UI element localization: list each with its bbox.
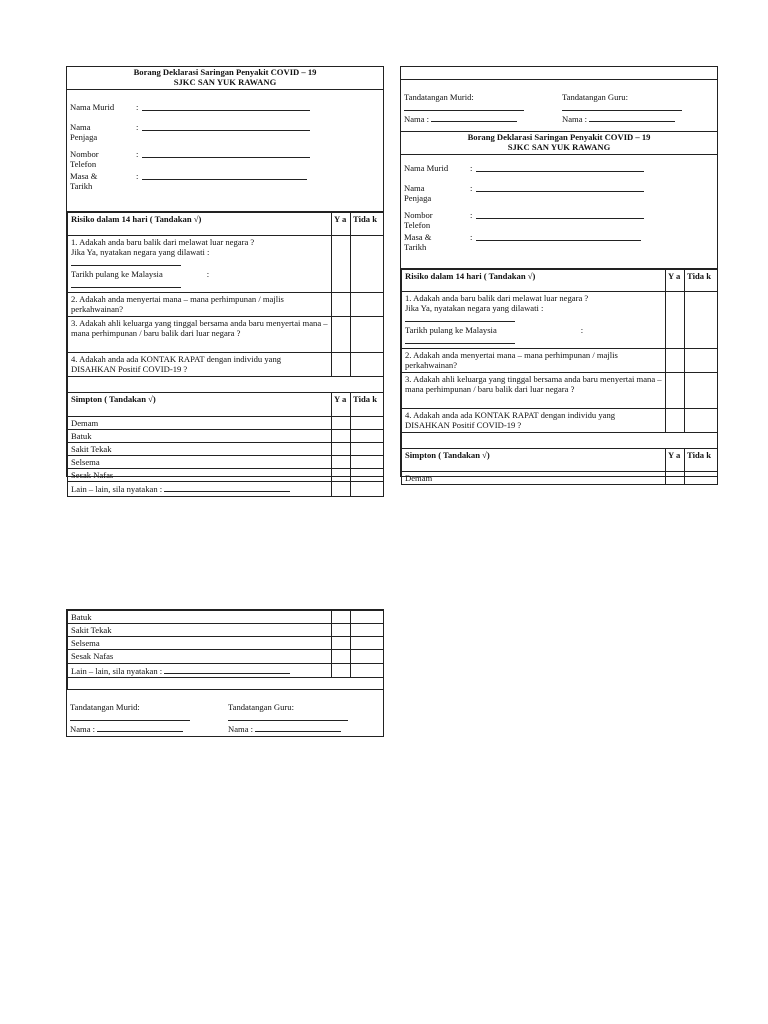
q4-ya-checkbox[interactable] (332, 352, 351, 376)
symptom-selsema: Selsema (68, 637, 332, 650)
q2-tidak-checkbox[interactable] (351, 292, 384, 316)
spacer-row (402, 432, 718, 448)
other-symptom-field[interactable] (164, 665, 290, 674)
school-name: SJKC SAN YUK RAWANG (507, 141, 611, 152)
question-3: 3. Adakah ahli keluarga yang tinggal bersama anda baru menyertai mana – mana perhimpunan / baru balik dari luar negara ? (402, 372, 666, 408)
signature-section-right: Tandatangan Murid: Nama : Tandatangan Guru: Nama : (401, 80, 717, 132)
q4-ya-checkbox[interactable] (666, 408, 685, 432)
nama-murid-sign-field[interactable] (431, 113, 517, 122)
q4-tidak-checkbox[interactable] (685, 408, 718, 432)
risk-table: Risiko dalam 14 hari ( Tandakan √) Y a Tida k 1. Adakah anda baru balik dari melawat luar negara ? Jika Ya, nyatakan negara yang dilawati : Tarikh pulang ke Malaysia : 2. Adakah anda menyertai mana – mana perhimpunan / majlis perkahwainan? 3. Adakah ahli keluarga yang tinggal bersama anda baru menyertai mana – mana perhimpunan / baru balik dari luar negara ? 4. Adakah anda ada KONTAK RAPAT dengan individu yang DISAHKAN Positif COVID-19 ? Simpton ( Tandakan √) Y a Tida k Demam (401, 269, 718, 485)
selsema-ya-checkbox[interactable] (332, 637, 351, 650)
batuk-ya-checkbox[interactable] (332, 611, 351, 624)
form-title: Borang Deklarasi Saringan Penyakit COVID – 19 (133, 67, 317, 77)
question-1: 1. Adakah anda baru balik dari melawat luar negara ? Jika Ya, nyatakan negara yang dilawati : Tarikh pulang ke Malaysia : (402, 291, 666, 348)
form-title: Borang Deklarasi Saringan Penyakit COVID – 19 (467, 132, 651, 142)
form-right (400, 66, 718, 483)
question-2: 2. Adakah anda menyertai mana – mana perhimpunan / majlis perkahwainan? (402, 348, 666, 372)
student-info-section: Nama Murid : Nama Penjaga : Nombor Telefon : Masa & Tarikh : (67, 90, 383, 212)
signature-section-left: Tandatangan Murid: Nama : Tandatangan Guru: Nama : (67, 690, 383, 738)
sesak-nafas-tidak-checkbox[interactable] (351, 650, 384, 663)
q3-tidak-checkbox[interactable] (351, 316, 384, 352)
symptom-batuk: Batuk (68, 611, 332, 624)
batuk-tidak-checkbox[interactable] (351, 429, 384, 442)
negara-field[interactable] (71, 257, 181, 266)
sakit-tekak-tidak-checkbox[interactable] (351, 443, 384, 456)
question-1: 1. Adakah anda baru balik dari melawat luar negara ? Jika Ya, nyatakan negara yang dilawati : Tarikh pulang ke Malaysia : (68, 235, 332, 292)
masa-tarikh-field[interactable] (476, 232, 641, 241)
spacer-row (68, 677, 384, 689)
symptom-sakit-tekak: Sakit Tekak (68, 624, 332, 637)
sakit-tekak-tidak-checkbox[interactable] (351, 624, 384, 637)
q3-tidak-checkbox[interactable] (685, 372, 718, 408)
selsema-tidak-checkbox[interactable] (351, 456, 384, 469)
nama-penjaga-field[interactable] (142, 122, 310, 131)
top-spacer (401, 67, 717, 80)
student-info-section: Nama Murid : Nama Penjaga : Nombor Telefon : Masa & Tarikh : (401, 155, 717, 269)
masa-tarikh-field[interactable] (142, 171, 307, 180)
symptom-header: Simpton ( Tandakan √) (402, 448, 666, 471)
nama-murid-label: Nama Murid (404, 162, 449, 173)
risk-header: Risiko dalam 14 hari ( Tandakan √) (402, 269, 666, 291)
negara-field[interactable] (405, 313, 515, 322)
tarikh-pulang-field[interactable] (405, 335, 515, 344)
tidak-header: Tida k (351, 212, 384, 235)
symptom-sakit-tekak: Sakit Tekak (68, 443, 332, 456)
other-symptom-field[interactable] (164, 483, 290, 492)
q1-tidak-checkbox[interactable] (351, 235, 384, 292)
form-header (67, 67, 383, 90)
symptom-sesak-nafas: Sesak Nafas (68, 469, 332, 482)
form-continuation (66, 609, 384, 737)
q1-ya-checkbox[interactable] (332, 235, 351, 292)
tandatangan-murid-label: Tandatangan Murid: (404, 92, 474, 102)
nombor-telefon-field[interactable] (142, 149, 310, 158)
nama-murid-sign-field[interactable] (97, 723, 183, 732)
tandatangan-murid-field[interactable] (70, 712, 190, 721)
sesak-nafas-ya-checkbox[interactable] (332, 469, 351, 482)
symptom-other: Lain – lain, sila nyatakan : (68, 482, 332, 496)
q4-tidak-checkbox[interactable] (351, 352, 384, 376)
sesak-nafas-tidak-checkbox[interactable] (351, 469, 384, 482)
ya-header: Y a (332, 212, 351, 235)
q1-tidak-checkbox[interactable] (685, 291, 718, 348)
risk-header: Risiko dalam 14 hari ( Tandakan √) (68, 212, 332, 235)
tandatangan-guru-field[interactable] (228, 712, 348, 721)
q2-ya-checkbox[interactable] (332, 292, 351, 316)
symptom-header: Simpton ( Tandakan √) (68, 392, 332, 416)
batuk-tidak-checkbox[interactable] (351, 611, 384, 624)
symptom-selsema: Selsema (68, 456, 332, 469)
q1-ya-checkbox[interactable] (666, 291, 685, 348)
nama-murid-label: Nama Murid (70, 101, 115, 112)
q2-tidak-checkbox[interactable] (685, 348, 718, 372)
question-4: 4. Adakah anda ada KONTAK RAPAT dengan individu yang DISAHKAN Positif COVID-19 ? (402, 408, 666, 432)
symptom-other: Lain – lain, sila nyatakan : (68, 663, 332, 677)
demam-ya-checkbox[interactable] (666, 471, 685, 484)
batuk-ya-checkbox[interactable] (332, 429, 351, 442)
question-2: 2. Adakah anda menyertai mana – mana perhimpunan / majlis perkahwainan? (68, 292, 332, 316)
tandatangan-murid-label: Tandatangan Murid: (70, 701, 140, 712)
q3-ya-checkbox[interactable] (666, 372, 685, 408)
spacer-row (68, 376, 384, 392)
symptom-batuk: Batuk (68, 429, 332, 442)
tandatangan-murid-field[interactable] (404, 102, 524, 111)
school-name: SJKC SAN YUK RAWANG (173, 76, 277, 87)
sakit-tekak-ya-checkbox[interactable] (332, 443, 351, 456)
symptom-sesak-nafas: Sesak Nafas (68, 650, 332, 663)
question-3: 3. Adakah ahli keluarga yang tinggal bersama anda baru menyertai mana – mana perhimpunan / baru balik dari luar negara ? (68, 316, 332, 352)
nama-guru-sign-field[interactable] (255, 723, 341, 732)
tandatangan-guru-label: Tandatangan Guru: (228, 701, 294, 712)
question-4: 4. Adakah anda ada KONTAK RAPAT dengan individu yang DISAHKAN Positif COVID-19 ? (68, 352, 332, 376)
form-header (401, 132, 717, 155)
sesak-nafas-ya-checkbox[interactable] (332, 650, 351, 663)
demam-tidak-checkbox[interactable] (351, 416, 384, 429)
nombor-telefon-field[interactable] (476, 210, 644, 219)
nama-murid-field[interactable] (476, 163, 644, 172)
selsema-tidak-checkbox[interactable] (351, 637, 384, 650)
tandatangan-guru-field[interactable] (562, 102, 682, 111)
symptom-demam: Demam (68, 416, 332, 429)
q2-ya-checkbox[interactable] (666, 348, 685, 372)
risk-table: Risiko dalam 14 hari ( Tandakan √) Y a Tida k 1. Adakah anda baru balik dari melawat luar negara ? Jika Ya, nyatakan negara yang dilawati : Tarikh pulang ke Malaysia : 2. Adakah anda menyertai mana – mana perhimpunan / majlis perkahwainan? 3. Adakah ahli keluarga yang tinggal bersama anda baru menyertai mana – mana perhimpunan / baru balik dari luar negara ? 4. Adakah anda ada KONTAK RAPAT dengan individu yang DISAHKAN Positif COVID-19 ? Simpton ( Tandakan √) Y a Tida k Demam Batuk Sakit Tekak Selsema Sesak Nafas Lain – lain, sila nyatakan : (67, 212, 384, 497)
symptom-demam: Demam (402, 471, 666, 484)
demam-ya-checkbox[interactable] (332, 416, 351, 429)
demam-tidak-checkbox[interactable] (685, 471, 718, 484)
tarikh-pulang-field[interactable] (71, 279, 181, 288)
q3-ya-checkbox[interactable] (332, 316, 351, 352)
nama-penjaga-field[interactable] (476, 183, 644, 192)
tandatangan-guru-label: Tandatangan Guru: (562, 92, 628, 102)
nama-murid-field[interactable] (142, 102, 310, 111)
symptom-table-continued (67, 610, 384, 690)
sakit-tekak-ya-checkbox[interactable] (332, 624, 351, 637)
selsema-ya-checkbox[interactable] (332, 456, 351, 469)
form-left (66, 66, 384, 495)
nama-guru-sign-field[interactable] (589, 113, 675, 122)
